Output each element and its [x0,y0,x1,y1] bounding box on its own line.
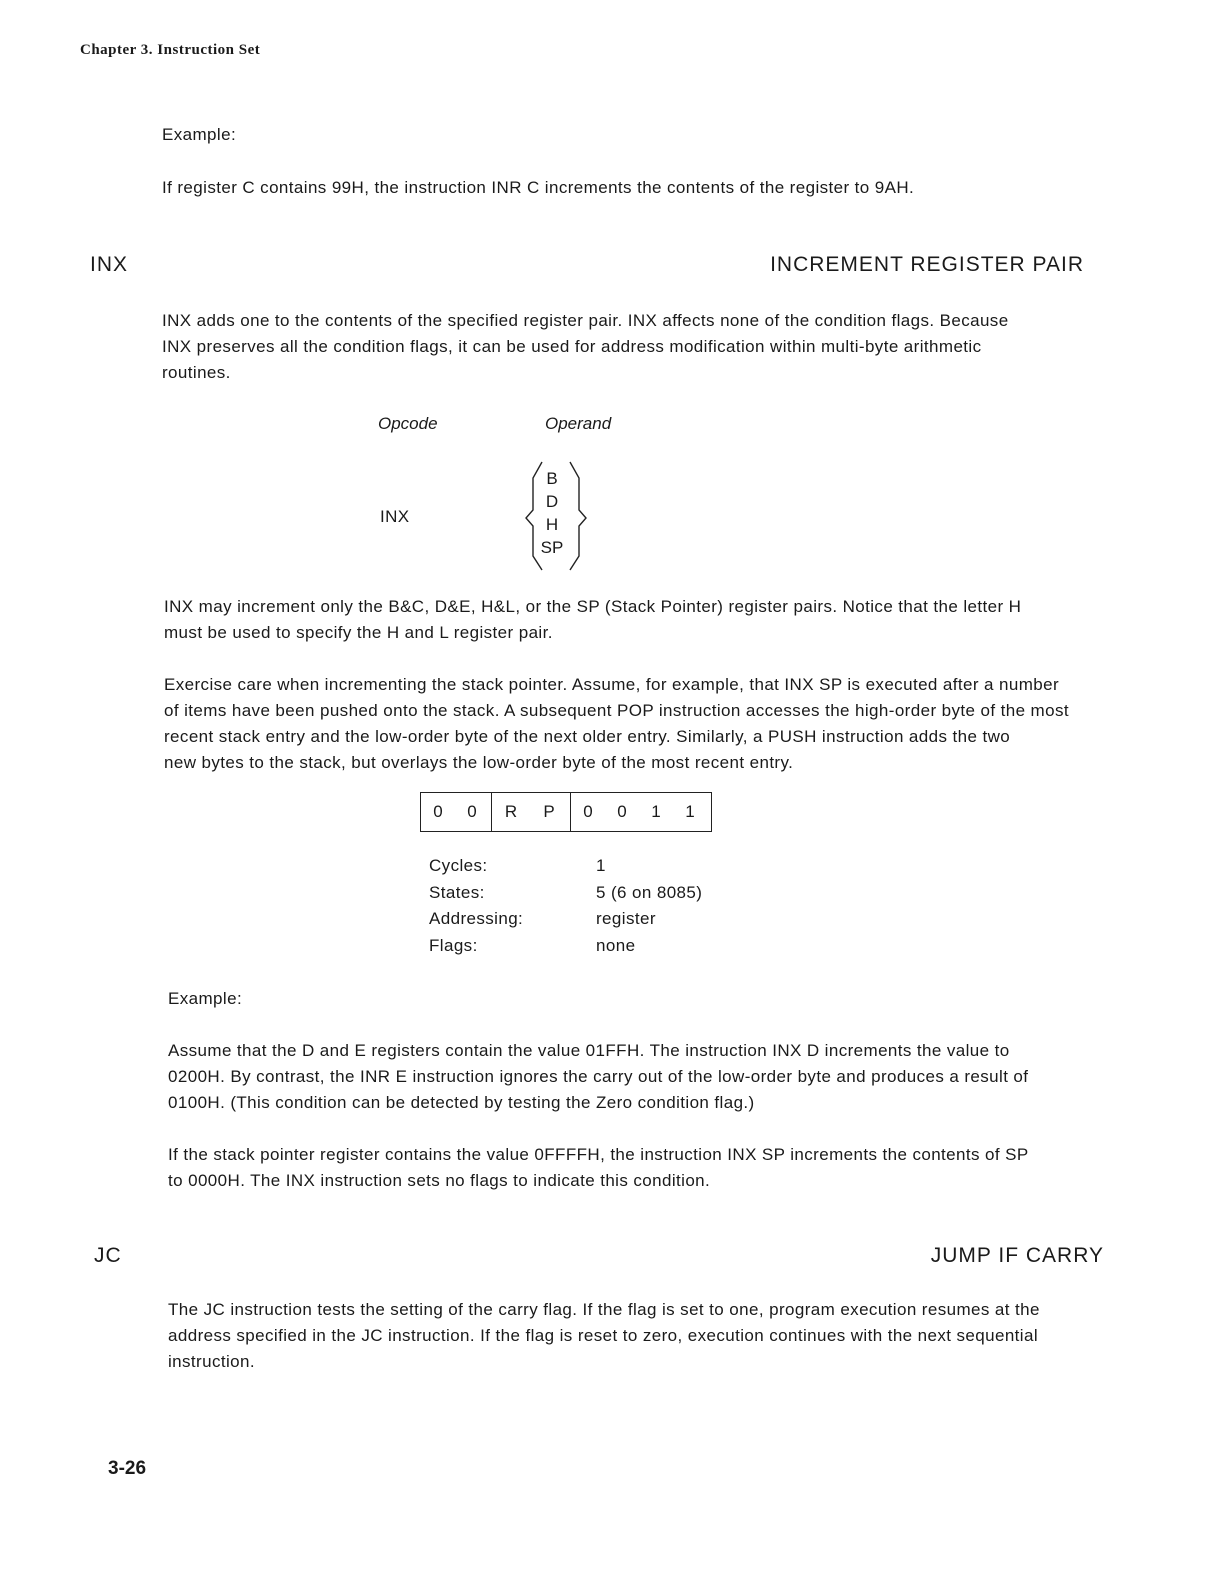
inx-mnemonic: INX [90,253,129,276]
inx-description [162,308,1009,386]
page-number: 3-26 [108,1458,147,1479]
operand-item: D [545,492,559,511]
encoding-bit: 1 [685,802,695,821]
timing-label: Addressing: [429,909,524,928]
operand-item: SP [540,538,564,557]
opcode-heading: Opcode [378,414,438,433]
timing-value: none [596,935,636,955]
operand-list [532,467,572,559]
text-line: INX may increment only the B&C, D&E, H&L, or the SP (Stack Pointer) register pairs. Notice that the letter H [164,597,1022,616]
inx-example-2 [168,1142,1029,1194]
running-header: Chapter 3. Instruction Set [80,42,261,58]
text-line: address specified in the JC instruction. If the flag is reset to zero, execution continues with the next sequential [168,1326,1039,1345]
encoding-bit: 0 [583,802,593,821]
timing-labels [429,853,523,959]
encoding-bit: 1 [651,802,661,821]
encoding-field [571,793,712,832]
timing-label: Flags: [429,935,478,955]
text-line: of items have been pushed onto the stack. A subsequent POP instruction accesses the high-order byte of the most [164,701,1069,720]
text-line: If the stack pointer register contains the value 0FFFFH, the instruction INX SP increments the contents of SP [168,1145,1029,1164]
operand-heading: Operand [545,414,612,433]
encoding-bit: 0 [617,802,627,821]
encoding-bit: P [543,802,555,821]
timing-values [596,853,702,959]
inx-example-1 [168,1038,1028,1116]
text-line: INX adds one to the contents of the specified register pair. INX affects none of the condition flags. Because [162,311,1009,330]
encoding-bit: 0 [433,802,443,821]
timing-value: 1 [596,856,606,875]
text-line: Assume that the D and E registers contain the value 01FFH. The instruction INX D increments the value to [168,1041,1010,1060]
instruction-encoding [420,792,712,832]
inx-example-label: Example: [168,989,243,1008]
inx-caution [164,672,1069,776]
inr-example-label: Example: [162,125,237,144]
jc-description [168,1297,1040,1375]
right-brace [570,462,586,570]
text-line: recent stack entry and the low-order byte of the next older entry. Similarly, a PUSH instruction adds the two [164,727,1011,746]
opcode-value: INX [380,507,410,526]
text-line: The JC instruction tests the setting of the carry flag. If the flag is set to one, program execution resumes at the [168,1300,1040,1319]
text-line: 0200H. By contrast, the INR E instruction ignores the carry out of the low-order byte and produces a result of [168,1067,1029,1086]
jc-mnemonic: JC [94,1244,122,1267]
text-line: instruction. [168,1352,256,1371]
inx-note [164,594,1021,646]
encoding-bit: 0 [467,802,477,821]
jc-title: JUMP IF CARRY [930,1244,1104,1267]
text-line: routines. [162,363,231,382]
inx-title: INCREMENT REGISTER PAIR [770,253,1084,276]
encoding-field [421,793,492,832]
timing-value: register [596,909,656,928]
text-line: Exercise care when incrementing the stack pointer. Assume, for example, that INX SP is executed after a number [164,675,1060,694]
text-line: INX preserves all the condition flags, it can be used for address modification within multi-byte arithmetic [162,337,982,356]
text-line: 0100H. (This condition can be detected by testing the Zero condition flag.) [168,1093,755,1112]
inr-example-text: If register C contains 99H, the instruction INR C increments the contents of the register to 9AH. [162,178,915,197]
operand-item: B [546,469,558,488]
text-line: new bytes to the stack, but overlays the low-order byte of the most recent entry. [164,753,794,772]
timing-value: 5 (6 on 8085) [596,882,703,902]
operand-item: H [545,515,559,534]
encoding-field [492,793,571,832]
text-line: must be used to specify the H and L register pair. [164,623,553,642]
text-line: to 0000H. The INX instruction sets no flags to indicate this condition. [168,1171,711,1190]
timing-label: States: [429,882,485,902]
encoding-bit: R [504,802,518,821]
timing-label: Cycles: [429,856,488,875]
